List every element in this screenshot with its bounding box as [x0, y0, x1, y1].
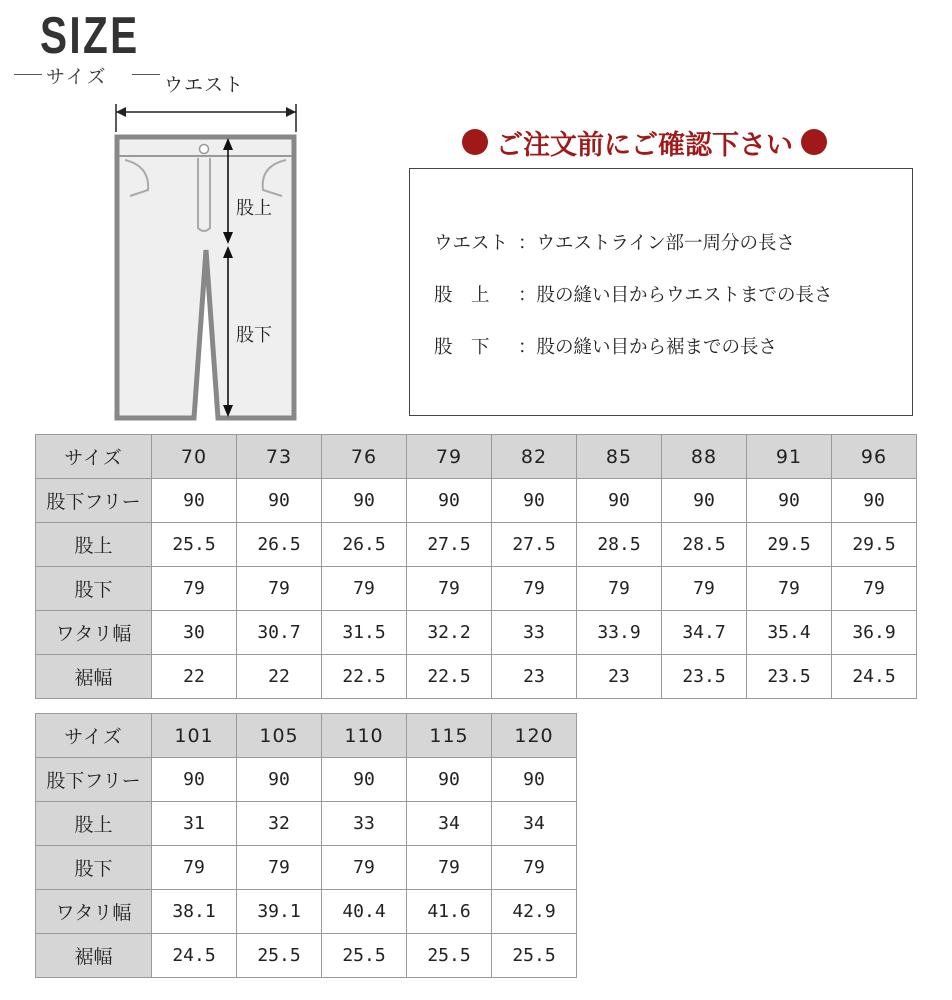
table-cell: 30.7	[237, 611, 322, 655]
size-header: 85	[577, 435, 662, 479]
red-dot-icon	[462, 129, 488, 155]
table-row	[36, 890, 577, 934]
size-header: 91	[747, 435, 832, 479]
table-cell: 79	[407, 846, 492, 890]
table-cell: 40.4	[322, 890, 407, 934]
notice-term: 股 下	[434, 337, 490, 358]
table-cell: 90	[237, 758, 322, 802]
row-header: 股下フリー	[36, 479, 152, 523]
table-cell: 25.5	[237, 934, 322, 978]
size-header: 79	[407, 435, 492, 479]
table-cell: 90	[322, 758, 407, 802]
row-header: ワタリ幅	[36, 611, 152, 655]
table-cell: 31.5	[322, 611, 407, 655]
size-header: 70	[152, 435, 237, 479]
notice-box	[409, 168, 913, 416]
table-cell: 25.5	[322, 934, 407, 978]
table-cell: 23	[577, 655, 662, 699]
table-cell: 79	[832, 567, 917, 611]
row-header: 裾幅	[36, 934, 152, 978]
table-cell: 22	[152, 655, 237, 699]
column-header: サイズ	[36, 435, 152, 479]
table-cell: 23.5	[747, 655, 832, 699]
table-cell: 79	[577, 567, 662, 611]
table-cell: 41.6	[407, 890, 492, 934]
row-header: ワタリ幅	[36, 890, 152, 934]
table-cell: 35.4	[747, 611, 832, 655]
table-cell: 30	[152, 611, 237, 655]
row-header: 股下	[36, 846, 152, 890]
table-cell: 22.5	[407, 655, 492, 699]
size-header: 73	[237, 435, 322, 479]
table-row	[36, 934, 577, 978]
notice-term: ウエスト	[434, 233, 509, 254]
size-table-2	[35, 713, 577, 978]
table-cell: 90	[322, 479, 407, 523]
row-header: 裾幅	[36, 655, 152, 699]
table-cell: 90	[152, 758, 237, 802]
table-cell: 79	[322, 846, 407, 890]
table-cell: 90	[577, 479, 662, 523]
row-header: 股下フリー	[36, 758, 152, 802]
table-cell: 79	[322, 567, 407, 611]
table-cell: 26.5	[322, 523, 407, 567]
notice-desc: ：ウエストライン部一周分の長さ	[518, 233, 795, 254]
table-cell: 90	[152, 479, 237, 523]
table-header-row	[36, 435, 917, 479]
subtitle-text: サイズ	[46, 66, 108, 88]
rise-label: 股上	[236, 198, 272, 219]
table-row	[36, 479, 917, 523]
table-row	[36, 846, 577, 890]
notice-row-rise	[434, 281, 833, 307]
notice-row-inseam	[434, 333, 777, 359]
table-cell: 28.5	[577, 523, 662, 567]
size-header: 101	[152, 714, 237, 758]
table-cell: 24.5	[152, 934, 237, 978]
table-cell: 23.5	[662, 655, 747, 699]
table-cell: 29.5	[832, 523, 917, 567]
table-cell: 23	[492, 655, 577, 699]
waist-label: ウエスト	[164, 74, 245, 96]
notice-heading	[462, 122, 827, 162]
table-cell: 25.5	[492, 934, 577, 978]
notice-desc: ：股の縫い目から裾までの長さ	[518, 337, 778, 358]
row-header: 股上	[36, 802, 152, 846]
pants-illustration	[100, 70, 300, 430]
table-cell: 79	[152, 846, 237, 890]
row-header: 股下	[36, 567, 152, 611]
table-header-row	[36, 714, 577, 758]
notice-term: 股 上	[434, 285, 490, 306]
table-row	[36, 802, 577, 846]
notice-row-waist	[434, 229, 795, 255]
table-cell: 79	[492, 567, 577, 611]
table-row	[36, 567, 917, 611]
table-cell: 34.7	[662, 611, 747, 655]
table-cell: 90	[407, 758, 492, 802]
table-cell: 79	[662, 567, 747, 611]
table-cell: 90	[492, 479, 577, 523]
table-cell: 90	[662, 479, 747, 523]
table-cell: 79	[747, 567, 832, 611]
size-header: 82	[492, 435, 577, 479]
table-cell: 36.9	[832, 611, 917, 655]
row-header: 股上	[36, 523, 152, 567]
table-cell: 90	[832, 479, 917, 523]
table-cell: 33.9	[577, 611, 662, 655]
table-cell: 28.5	[662, 523, 747, 567]
table-cell: 27.5	[492, 523, 577, 567]
table-cell: 29.5	[747, 523, 832, 567]
table-cell: 22	[237, 655, 322, 699]
table-row	[36, 655, 917, 699]
table-cell: 22.5	[322, 655, 407, 699]
table-cell: 26.5	[237, 523, 322, 567]
table-cell: 90	[237, 479, 322, 523]
table-cell: 31	[152, 802, 237, 846]
table-cell: 25.5	[407, 934, 492, 978]
notice-desc: ：股の縫い目からウエストまでの長さ	[518, 285, 833, 306]
table-cell: 39.1	[237, 890, 322, 934]
table-row	[36, 611, 917, 655]
size-header: 115	[407, 714, 492, 758]
table-cell: 90	[492, 758, 577, 802]
table-cell: 79	[237, 567, 322, 611]
divider	[14, 74, 42, 75]
table-cell: 24.5	[832, 655, 917, 699]
table-cell: 38.1	[152, 890, 237, 934]
table-cell: 90	[747, 479, 832, 523]
size-header: 105	[237, 714, 322, 758]
table-cell: 79	[237, 846, 322, 890]
notice-title-text: ご注文前にご確認下さい	[496, 129, 793, 161]
inseam-label: 股下	[236, 325, 272, 346]
table-cell: 42.9	[492, 890, 577, 934]
table-cell: 79	[407, 567, 492, 611]
size-header: 96	[832, 435, 917, 479]
page-title: SIZE	[40, 7, 140, 65]
table-cell: 79	[152, 567, 237, 611]
table-row	[36, 523, 917, 567]
table-cell: 32.2	[407, 611, 492, 655]
size-header: 76	[322, 435, 407, 479]
column-header: サイズ	[36, 714, 152, 758]
table-cell: 25.5	[152, 523, 237, 567]
table-cell: 32	[237, 802, 322, 846]
size-header: 88	[662, 435, 747, 479]
table-cell: 33	[492, 611, 577, 655]
table-cell: 33	[322, 802, 407, 846]
table-cell: 34	[407, 802, 492, 846]
table-cell: 34	[492, 802, 577, 846]
table-row	[36, 758, 577, 802]
table-cell: 27.5	[407, 523, 492, 567]
table-cell: 79	[492, 846, 577, 890]
pants-diagram	[100, 70, 300, 430]
size-table-1	[35, 434, 917, 699]
red-dot-icon	[801, 129, 827, 155]
table-cell: 90	[407, 479, 492, 523]
size-header: 120	[492, 714, 577, 758]
size-header: 110	[322, 714, 407, 758]
